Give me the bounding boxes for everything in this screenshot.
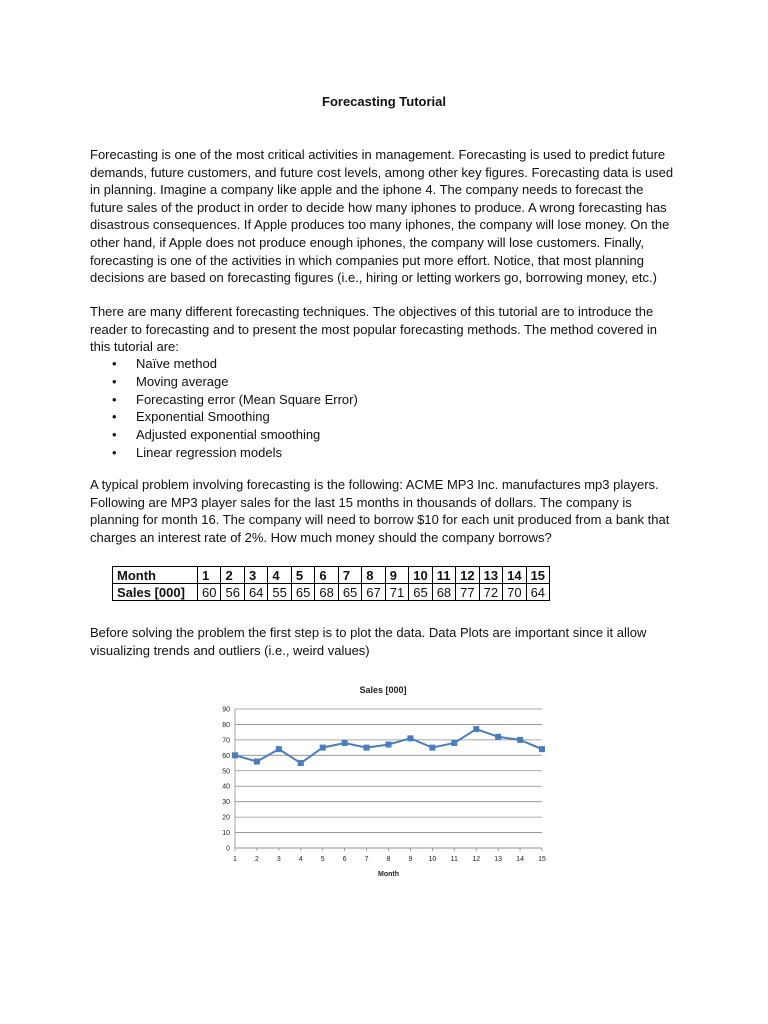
table-row-month — [113, 567, 550, 584]
x-tick-label: 11 — [450, 856, 458, 863]
x-tick-label: 9 — [408, 856, 413, 863]
y-tick-label: 30 — [222, 799, 230, 807]
y-tick-label: 80 — [222, 721, 230, 729]
list-item: • Naïve method — [112, 355, 358, 373]
x-tick-label: 3 — [276, 856, 281, 863]
table-cell: 77 — [456, 584, 479, 601]
x-tick-label: 7 — [364, 856, 369, 863]
data-point-marker — [232, 752, 238, 758]
list-item: • Moving average — [112, 373, 358, 391]
data-point-marker — [320, 745, 326, 751]
table-cell: 67 — [362, 584, 385, 601]
table-cell: 13 — [479, 567, 502, 584]
list-item: • Forecasting error (Mean Square Error) — [112, 391, 358, 409]
table-row-sales — [113, 584, 550, 601]
x-tick-label: 1 — [233, 856, 237, 863]
data-point-marker — [276, 746, 282, 752]
table-cell: 5 — [291, 567, 314, 584]
y-tick-label: 40 — [222, 783, 230, 791]
data-point-marker — [473, 726, 479, 732]
table-cell: 68 — [315, 584, 338, 601]
table-cell: 7 — [338, 567, 361, 584]
document-title: Forecasting Tutorial — [322, 94, 446, 109]
table-cell: 65 — [409, 584, 432, 601]
x-tick-label: 2 — [254, 856, 259, 863]
table-cell: 12 — [456, 567, 479, 584]
row-header-month: Month — [113, 567, 198, 584]
table-cell: 64 — [244, 584, 267, 601]
x-tick-label: 14 — [516, 856, 524, 863]
y-tick-label: 90 — [222, 706, 230, 714]
list-item: • Adjusted exponential smoothing — [112, 426, 358, 444]
table-cell: 68 — [432, 584, 455, 601]
paragraph-problem: A typical problem involving forecasting is the following: ACME MP3 Inc. manufactures mp3 players. Following are MP3 player sales for the last 15 months in thousands of dollars. The company is planning for month 16. The company will need to borrow $10 for each unit produced from a bank that charges an interest rate of 2%. How much money should the company borrows? — [90, 477, 670, 545]
table-cell: 65 — [291, 584, 314, 601]
data-point-marker — [539, 746, 545, 752]
x-tick-label: 12 — [472, 856, 481, 863]
chart-title: Sales [000] — [359, 685, 407, 695]
x-tick-label: 6 — [342, 856, 347, 863]
list-item: • Exponential Smoothing — [112, 408, 358, 426]
paragraph-techniques: There are many different forecasting techniques. The objectives of this tutorial are to introduce the reader to forecasting and to present the most popular forecasting methods. The method covered in this tutorial are: — [90, 304, 658, 355]
table-cell: 14 — [503, 567, 526, 584]
y-tick-label: 20 — [222, 814, 230, 822]
data-point-marker — [342, 740, 348, 746]
data-point-marker — [407, 735, 413, 741]
x-axis-label: Month — [378, 871, 399, 878]
y-tick-label: 50 — [222, 768, 230, 776]
table-cell: 11 — [432, 567, 455, 584]
table-cell: 72 — [479, 584, 502, 601]
methods-list — [112, 355, 358, 462]
table-cell: 56 — [221, 584, 244, 601]
x-tick-label: 4 — [298, 856, 303, 863]
paragraph-intro: Forecasting is one of the most critical activities in management. Forecasting is used to predict future demands, future customers, and future cost levels, among other key figures. Forecasting data is used in planning. Imagine a company like apple and the iphone 4. The company needs to forecast the future sales of the product in order to decide how many iphones to produce. A wrong forecasting has disastrous consequences. If Apple produces too many iphones, the company will lose money. On the other hand, if Apple does not produce enough iphones, the company will lose customers. Finally, forecasting is one of the activities in which companies put more effort. Notice, that most planning decisions are based on forecasting figures (i.e., hiring or letting workers go, borrowing money, etc.) — [90, 147, 674, 286]
table-cell: 15 — [526, 567, 549, 584]
table-cell: 55 — [268, 584, 291, 601]
table-cell: 64 — [526, 584, 549, 601]
table-cell: 70 — [503, 584, 526, 601]
table-cell: 8 — [362, 567, 385, 584]
table-cell: 65 — [338, 584, 361, 601]
x-tick-label: 8 — [386, 856, 391, 863]
x-tick-label: 15 — [538, 856, 546, 863]
y-tick-label: 60 — [222, 752, 230, 760]
y-tick-label: 10 — [222, 830, 230, 838]
data-point-marker — [451, 740, 457, 746]
table-cell: 3 — [244, 567, 267, 584]
data-point-marker — [495, 734, 501, 740]
x-tick-label: 13 — [494, 856, 503, 863]
x-tick-label: 5 — [320, 856, 325, 863]
y-tick-label: 0 — [226, 845, 230, 853]
table-cell: 1 — [198, 567, 221, 584]
table-cell: 2 — [221, 567, 244, 584]
table-cell: 10 — [409, 567, 432, 584]
y-tick-label: 70 — [222, 737, 230, 745]
sales-table — [112, 566, 550, 601]
data-point-marker — [254, 759, 260, 765]
table-cell: 6 — [315, 567, 338, 584]
sales-line-chart — [200, 676, 570, 886]
paragraph-plot-intro: Before solving the problem the first step is to plot the data. Data Plots are important since it allow visualizing trends and outliers (i.e., weird values) — [90, 625, 647, 658]
data-point-marker — [429, 745, 435, 751]
table-cell: 4 — [268, 567, 291, 584]
row-header-sales: Sales [000] — [113, 584, 198, 601]
x-tick-label: 10 — [428, 856, 437, 863]
data-point-marker — [364, 745, 370, 751]
table-cell: 71 — [385, 584, 408, 601]
data-point-marker — [298, 760, 304, 766]
table-cell: 9 — [385, 567, 408, 584]
data-point-marker — [386, 742, 392, 748]
list-item: • Linear regression models — [112, 444, 358, 462]
data-point-marker — [517, 737, 523, 743]
table-cell: 60 — [198, 584, 221, 601]
